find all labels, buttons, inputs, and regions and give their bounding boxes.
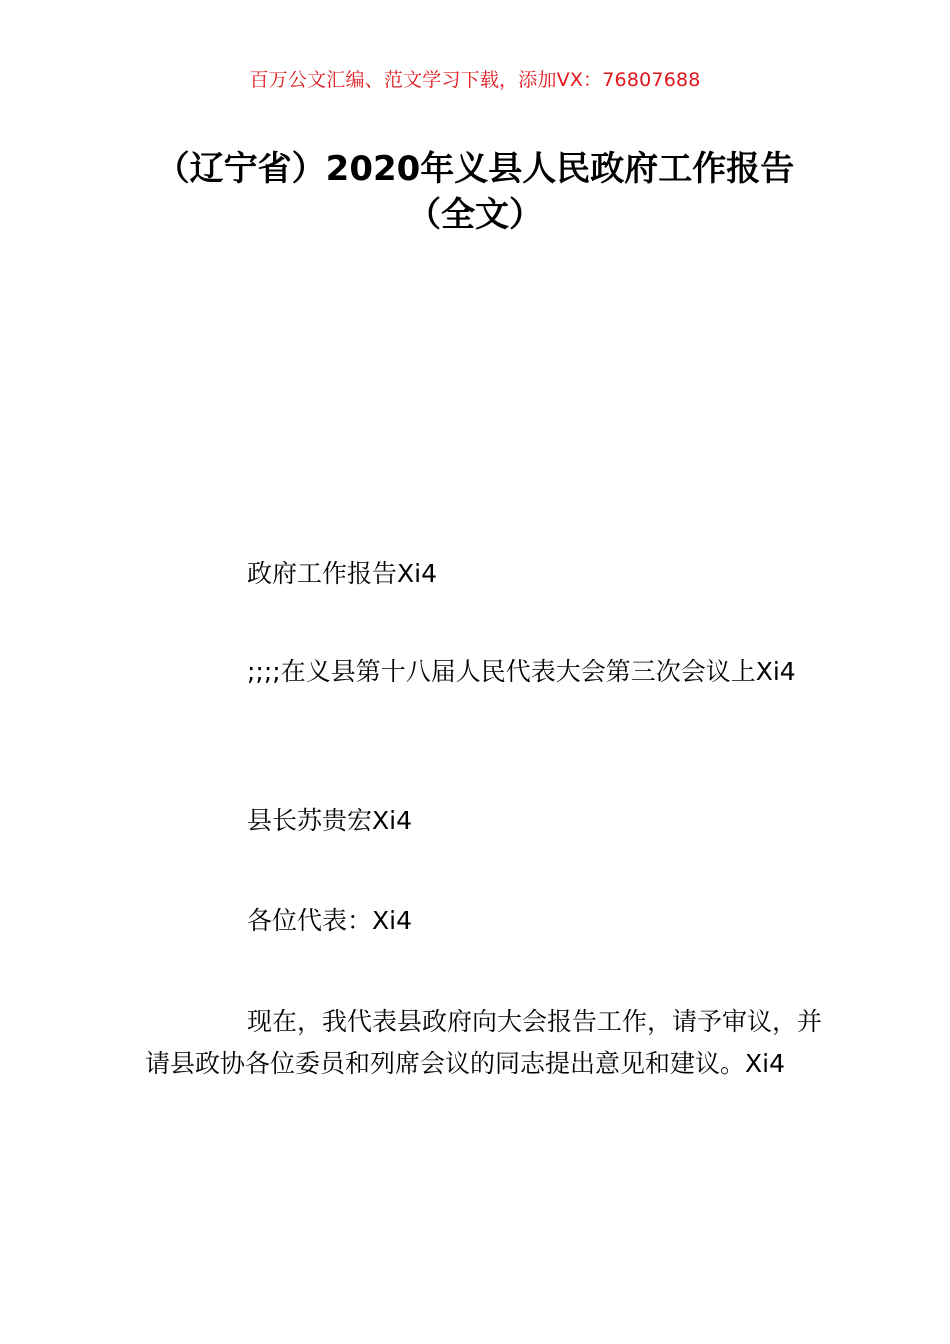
document-title bbox=[60, 146, 890, 238]
paragraph-report-heading: 政府工作报告Xi4 bbox=[247, 559, 437, 588]
title-line-1: （辽宁省）2020年义县人民政府工作报告 bbox=[155, 149, 795, 189]
header-notice: 百万公文汇编、范文学习下载，添加VX：76807688 bbox=[249, 69, 701, 91]
paragraph-meeting: ;;;;在义县第十八届人民代表大会第三次会议上Xi4 bbox=[247, 657, 796, 686]
paragraph-salutation: 各位代表：Xi4 bbox=[247, 906, 412, 935]
paragraph-opening: 现在，我代表县政府向大会报告工作，请予审议，并请县政协各位委员和列席会议的同志提出意见和建议。Xi4 bbox=[145, 1007, 823, 1078]
title-line-2: （全文） bbox=[407, 195, 543, 235]
paragraph-speaker: 县长苏贵宏Xi4 bbox=[247, 806, 412, 835]
